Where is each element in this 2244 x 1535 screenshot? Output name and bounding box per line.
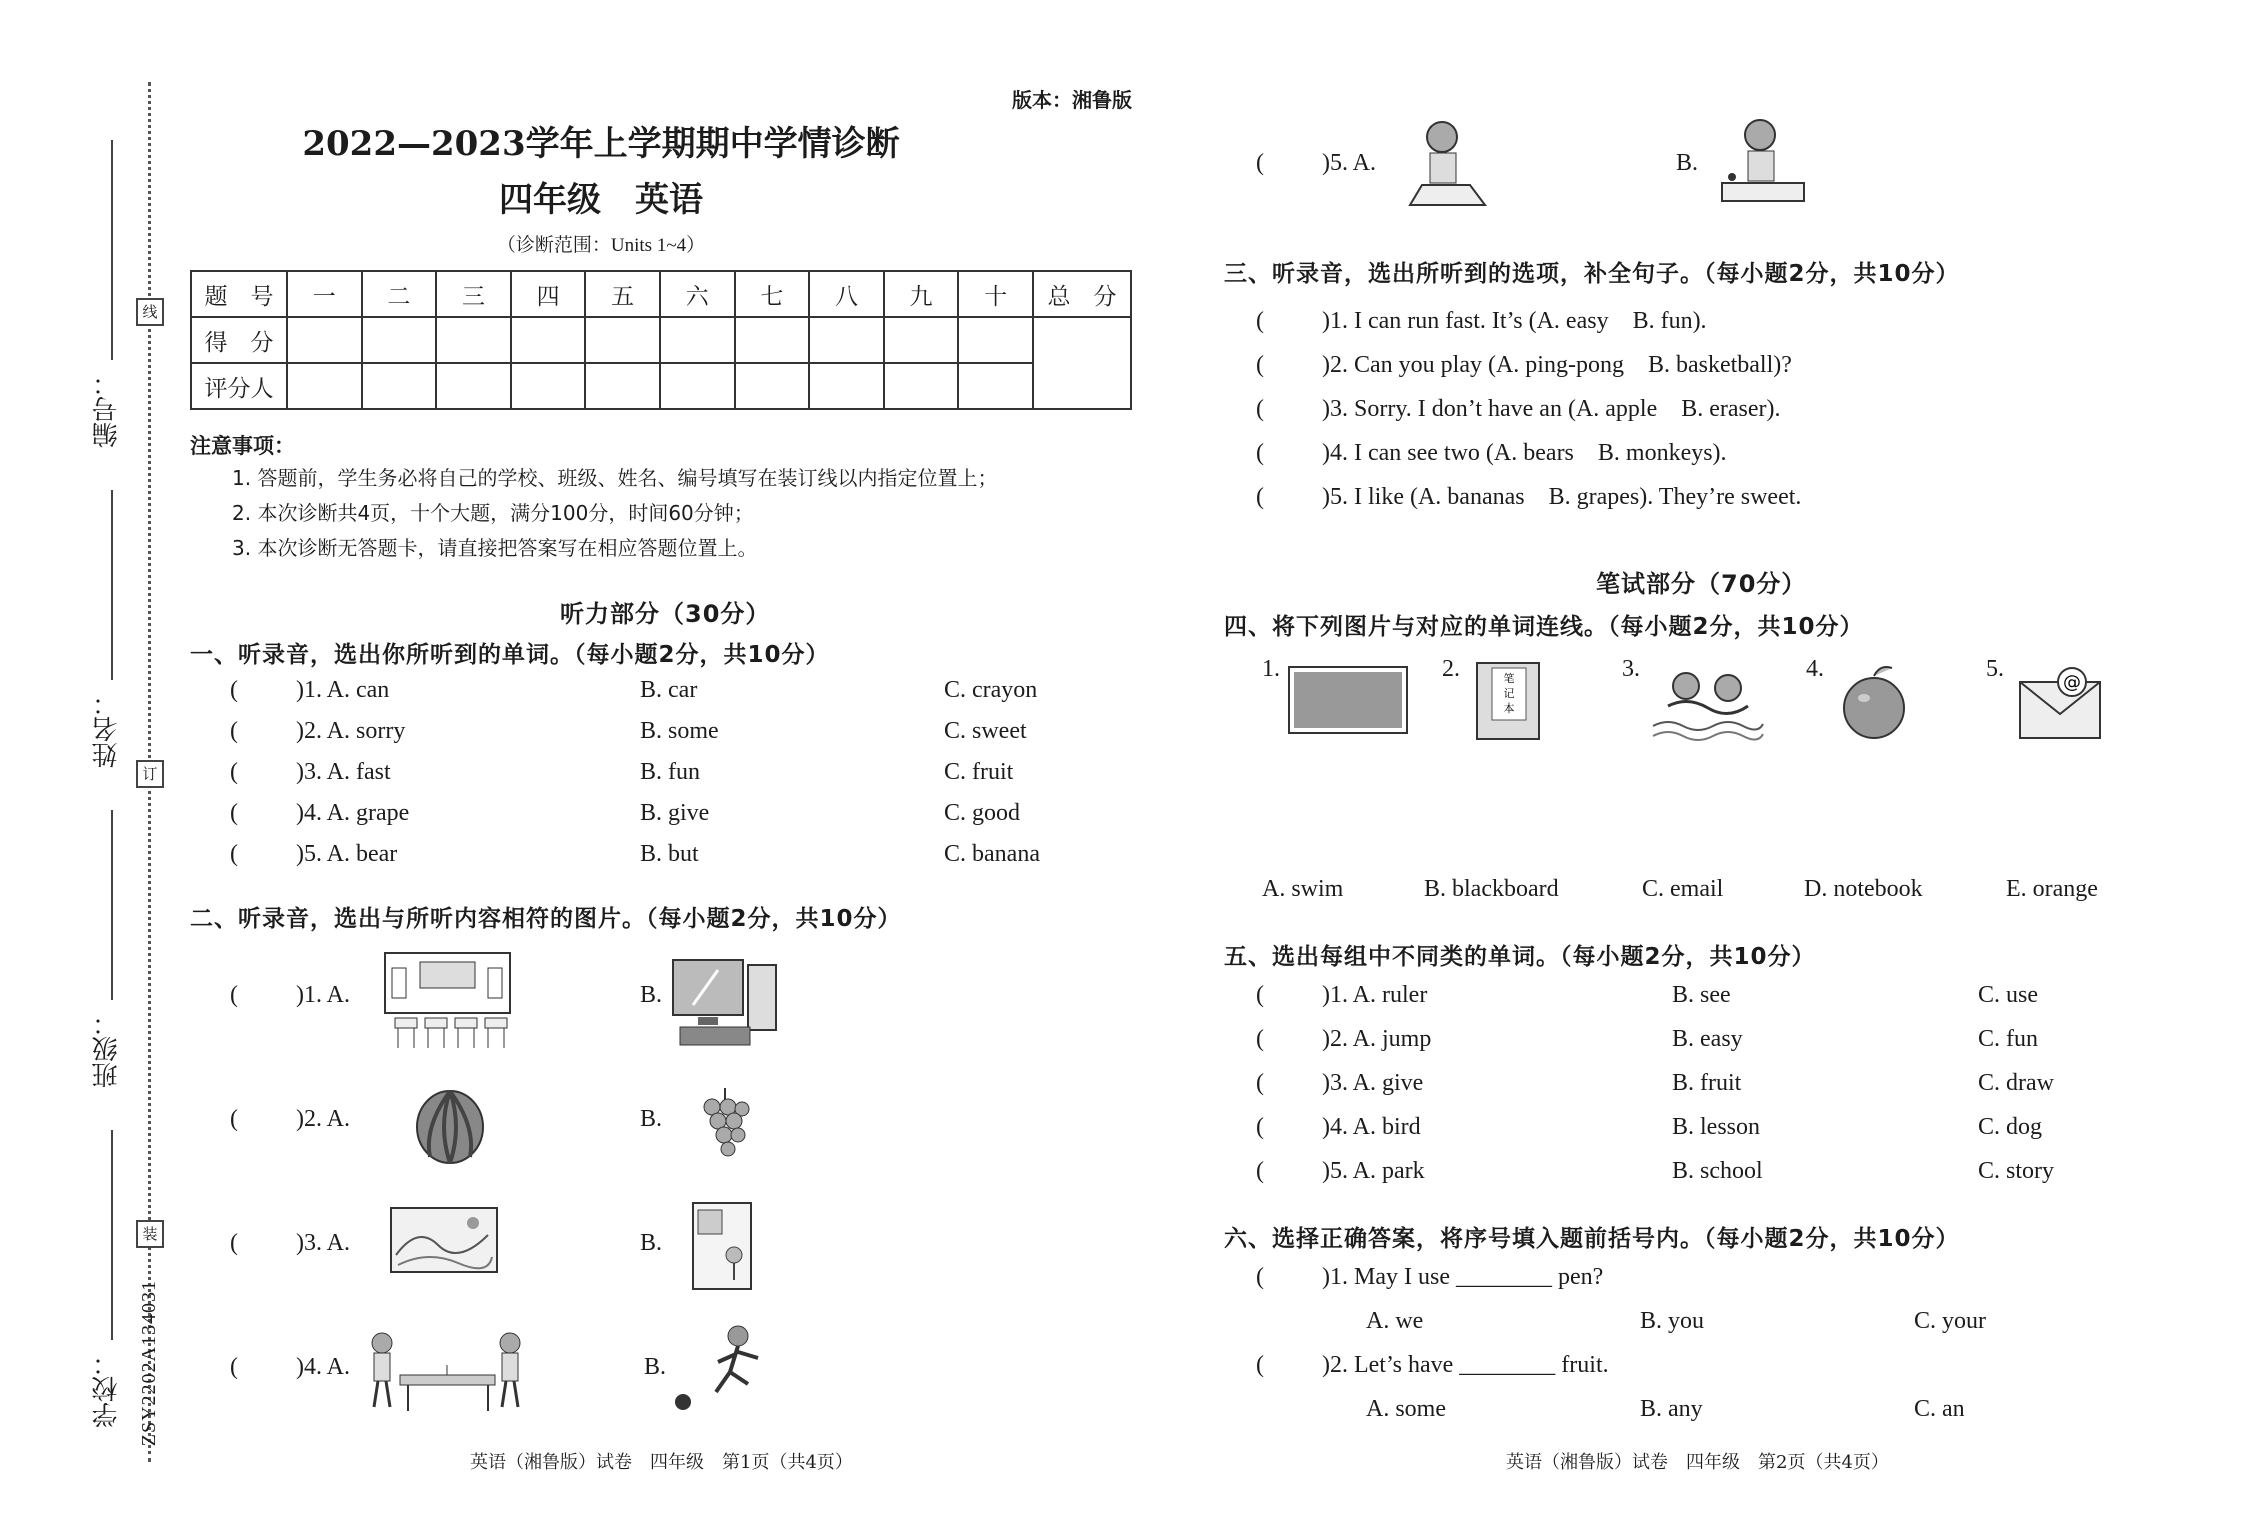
grader-cell[interactable] — [809, 363, 884, 409]
score-cell[interactable] — [660, 317, 735, 363]
option-b: B. but — [640, 841, 699, 867]
grader-cell[interactable] — [884, 363, 959, 409]
page-1-footer: 英语（湘鲁版）试卷 四年级 第1页（共4页） — [470, 1452, 853, 1473]
score-header-cell: 四 — [511, 271, 586, 317]
sentence-item: )5. I like (A. bananas B. grapes). They’re sweet. — [1322, 484, 1802, 510]
option-c: C. use — [1978, 982, 2038, 1008]
score-header-cell: 七 — [735, 271, 810, 317]
painting-picture — [388, 1205, 500, 1275]
option-a: )5. A. — [1322, 150, 1376, 176]
grader-cell[interactable] — [660, 363, 735, 409]
question-text: )1. May I use ________ pen? — [1322, 1264, 1604, 1290]
grader-row-label: 评分人 — [191, 363, 287, 409]
option-a: A. we — [1366, 1308, 1424, 1334]
score-cell[interactable] — [436, 317, 511, 363]
option-b: B. — [1676, 150, 1699, 176]
score-header-cell: 九 — [884, 271, 959, 317]
notebook-picture — [1474, 660, 1544, 744]
listening-part-title: 听力部分（30分） — [560, 600, 771, 628]
grader-cell[interactable] — [436, 363, 511, 409]
class-label: 班级： — [92, 1010, 122, 1088]
option-c: C. an — [1914, 1396, 1965, 1422]
score-cell[interactable] — [884, 317, 959, 363]
option-a: )4. A. bird — [1322, 1114, 1421, 1140]
option-b: B. give — [640, 800, 710, 826]
answer-paren[interactable]: ( — [1256, 396, 1264, 422]
page-title: 2022—2023学年上学期期中学情诊断 — [302, 124, 900, 164]
option-b: B. see — [1672, 982, 1731, 1008]
answer-paren[interactable]: ( — [230, 759, 238, 785]
score-cell[interactable] — [287, 317, 362, 363]
watermelon-picture — [410, 1085, 490, 1165]
seal-char-bind: 订 — [136, 760, 164, 788]
option-b: B. lesson — [1672, 1114, 1761, 1140]
answer-paren[interactable]: ( — [1256, 1264, 1264, 1290]
score-header-cell: 八 — [809, 271, 884, 317]
option-a: )5. A. bear — [296, 841, 398, 867]
answer-paren[interactable]: ( — [1256, 1352, 1264, 1378]
option-c: C. sweet — [944, 718, 1027, 744]
option-a: )1. A. can — [296, 677, 390, 703]
class-field[interactable] — [111, 810, 113, 1000]
school-field[interactable] — [111, 1130, 113, 1340]
grader-cell[interactable] — [287, 363, 362, 409]
grader-cell[interactable] — [958, 363, 1033, 409]
option-c: C. crayon — [944, 677, 1038, 703]
notebook-label-char: 本 — [1503, 702, 1515, 715]
ping-pong-picture — [360, 1325, 535, 1415]
orange-picture — [1836, 662, 1912, 742]
option-b: B. — [644, 1354, 667, 1380]
diagnosis-scope: （诊断范围：Units 1~4） — [496, 235, 706, 256]
option-c: C. fun — [1978, 1026, 2038, 1052]
score-header-cell: 题 号 — [191, 271, 287, 317]
email-picture — [2012, 660, 2112, 746]
sentence-item: )3. Sorry. I don’t have an (A. apple B. eraser). — [1322, 396, 1781, 422]
score-header-cell: 十 — [958, 271, 1033, 317]
option-a: A. some — [1366, 1396, 1446, 1422]
score-header-cell: 六 — [660, 271, 735, 317]
name-label: 姓名： — [92, 690, 122, 768]
section-4-title: 四、将下列图片与对应的单词连线。（每小题2分，共10分） — [1224, 614, 1864, 640]
match-word[interactable]: E. orange — [2006, 876, 2098, 902]
football-picture — [668, 1322, 778, 1417]
option-b: B. — [640, 1106, 663, 1132]
answer-paren[interactable]: ( — [1256, 1070, 1264, 1096]
match-word[interactable]: C. email — [1642, 876, 1724, 902]
note-item: 1. 答题前，学生务必将自己的学校、班级、姓名、编号填写在装订线以内指定位置上； — [232, 466, 998, 490]
boy-writing-picture — [1712, 115, 1812, 215]
note-item: 3. 本次诊断无答题卡，请直接把答案写在相应答题位置上。 — [232, 536, 758, 560]
option-c: C. story — [1978, 1158, 2055, 1184]
section-5-title: 五、选出每组中不同类的单词。（每小题2分，共10分） — [1224, 944, 1816, 970]
school-label: 学校： — [92, 1350, 122, 1428]
answer-paren[interactable]: ( — [230, 1106, 238, 1132]
notes-list — [232, 461, 997, 566]
match-word[interactable]: D. notebook — [1804, 876, 1923, 902]
option-b: B. — [640, 982, 663, 1008]
score-row-label: 得 分 — [191, 317, 287, 363]
option-a: )5. A. park — [1322, 1158, 1425, 1184]
paper-code: ZSY2202A134031 — [138, 1280, 160, 1447]
note-item: 2. 本次诊断共4页，十个大题，满分100分，时间60分钟； — [232, 501, 754, 525]
at-sign-icon: @ — [2063, 672, 2081, 693]
score-table — [190, 270, 1132, 410]
score-header-cell: 五 — [585, 271, 660, 317]
notebook-label-char: 记 — [1503, 687, 1515, 700]
answer-paren[interactable]: ( — [1256, 150, 1264, 176]
option-b: B. fruit — [1672, 1070, 1742, 1096]
option-c: C. your — [1914, 1308, 1986, 1334]
answer-paren[interactable]: ( — [1256, 352, 1264, 378]
girl-drawing-picture — [1400, 115, 1500, 215]
option-b: B. you — [1640, 1308, 1705, 1334]
option-a: )2. A. — [296, 1106, 350, 1132]
score-header-cell: 二 — [362, 271, 437, 317]
grader-row — [191, 363, 1131, 409]
answer-paren[interactable]: ( — [1256, 1158, 1264, 1184]
picture-number: 5. — [1986, 656, 2004, 682]
match-word[interactable]: B. blackboard — [1424, 876, 1559, 902]
notebook-label-char: 笔 — [1503, 672, 1515, 685]
option-c: C. banana — [944, 841, 1040, 867]
option-a: )3. A. give — [1322, 1070, 1424, 1096]
picture-number: 3. — [1622, 656, 1640, 682]
option-b: B. car — [640, 677, 698, 703]
score-table-header-row — [191, 271, 1131, 317]
answer-paren[interactable]: ( — [1256, 484, 1264, 510]
option-c: C. good — [944, 800, 1021, 826]
total-score-cell[interactable] — [1033, 317, 1131, 409]
option-c: C. fruit — [944, 759, 1014, 785]
score-cell[interactable] — [585, 317, 660, 363]
option-a: )1. A. — [296, 982, 350, 1008]
page-2-footer: 英语（湘鲁版）试卷 四年级 第2页（共4页） — [1506, 1452, 1889, 1473]
answer-paren[interactable]: ( — [230, 800, 238, 826]
answer-paren[interactable]: ( — [1256, 982, 1264, 1008]
section-6-title: 六、选择正确答案，将序号填入题前括号内。（每小题2分，共10分） — [1224, 1226, 1960, 1252]
written-part-title: 笔试部分（70分） — [1596, 570, 1807, 598]
picture-number: 1. — [1262, 656, 1280, 682]
score-cell[interactable] — [735, 317, 810, 363]
option-b: B. any — [1640, 1396, 1703, 1422]
notes-title: 注意事项： — [190, 434, 295, 458]
option-a: )2. A. jump — [1322, 1026, 1432, 1052]
answer-paren[interactable]: ( — [230, 718, 238, 744]
score-cell[interactable] — [958, 317, 1033, 363]
seal-char-line: 线 — [136, 298, 164, 326]
option-a: )2. A. sorry — [296, 718, 406, 744]
number-field[interactable] — [111, 140, 113, 360]
computer-picture — [668, 955, 783, 1055]
name-field[interactable] — [111, 490, 113, 680]
picture-number: 2. — [1442, 656, 1460, 682]
answer-paren[interactable]: ( — [230, 1230, 238, 1256]
swimming-picture — [1648, 656, 1768, 744]
option-a: )4. A. — [296, 1354, 350, 1380]
answer-paren[interactable]: ( — [230, 677, 238, 703]
grader-cell[interactable] — [362, 363, 437, 409]
sentence-item: )4. I can see two (A. bears B. monkeys). — [1322, 440, 1727, 466]
picture-number: 4. — [1806, 656, 1824, 682]
section-2-title: 二、听录音，选出与所听内容相符的图片。（每小题2分，共10分） — [190, 906, 902, 932]
blackboard-picture — [1286, 664, 1412, 736]
sentence-item: )2. Can you play (A. ping-pong B. basketball)? — [1322, 352, 1792, 378]
option-c: C. dog — [1978, 1114, 2043, 1140]
answer-paren[interactable]: ( — [1256, 1026, 1264, 1052]
question-text: )2. Let’s have ________ fruit. — [1322, 1352, 1609, 1378]
answer-paren[interactable]: ( — [1256, 1114, 1264, 1140]
seal-char-pack: 装 — [136, 1220, 164, 1248]
grader-cell[interactable] — [585, 363, 660, 409]
score-header-cell: 总 分 — [1033, 271, 1131, 317]
answer-paren[interactable]: ( — [1256, 308, 1264, 334]
score-header-cell: 三 — [436, 271, 511, 317]
score-cell[interactable] — [511, 317, 586, 363]
option-c: C. draw — [1978, 1070, 2054, 1096]
sentence-item: )1. I can run fast. It’s (A. easy B. fun). — [1322, 308, 1707, 334]
grader-cell[interactable] — [735, 363, 810, 409]
score-cell[interactable] — [362, 317, 437, 363]
section-1-title: 一、听录音，选出你所听到的单词。（每小题2分，共10分） — [190, 642, 830, 668]
option-b: B. some — [640, 718, 719, 744]
match-word[interactable]: A. swim — [1262, 876, 1344, 902]
score-cell[interactable] — [809, 317, 884, 363]
answer-paren[interactable]: ( — [230, 841, 238, 867]
grapes-picture — [690, 1085, 760, 1165]
option-a: )3. A. fast — [296, 759, 391, 785]
option-a: )4. A. grape — [296, 800, 410, 826]
number-label: 编号： — [92, 370, 122, 448]
answer-paren[interactable]: ( — [230, 1354, 238, 1380]
option-b: B. school — [1672, 1158, 1763, 1184]
classroom-picture — [380, 948, 515, 1053]
grader-cell[interactable] — [511, 363, 586, 409]
page-subtitle: 四年级 英语 — [499, 180, 703, 220]
option-b: B. — [640, 1230, 663, 1256]
answer-paren[interactable]: ( — [230, 982, 238, 1008]
edition-label: 版本：湘鲁版 — [1012, 88, 1132, 112]
score-header-cell: 一 — [287, 271, 362, 317]
option-a: )1. A. ruler — [1322, 982, 1428, 1008]
section-3-title: 三、听录音，选出所听到的选项，补全句子。（每小题2分，共10分） — [1224, 261, 1960, 287]
option-a: )3. A. — [296, 1230, 350, 1256]
answer-paren[interactable]: ( — [1256, 440, 1264, 466]
option-b: B. easy — [1672, 1026, 1743, 1052]
poster-picture — [690, 1200, 755, 1292]
option-b: B. fun — [640, 759, 700, 785]
score-row — [191, 317, 1131, 363]
